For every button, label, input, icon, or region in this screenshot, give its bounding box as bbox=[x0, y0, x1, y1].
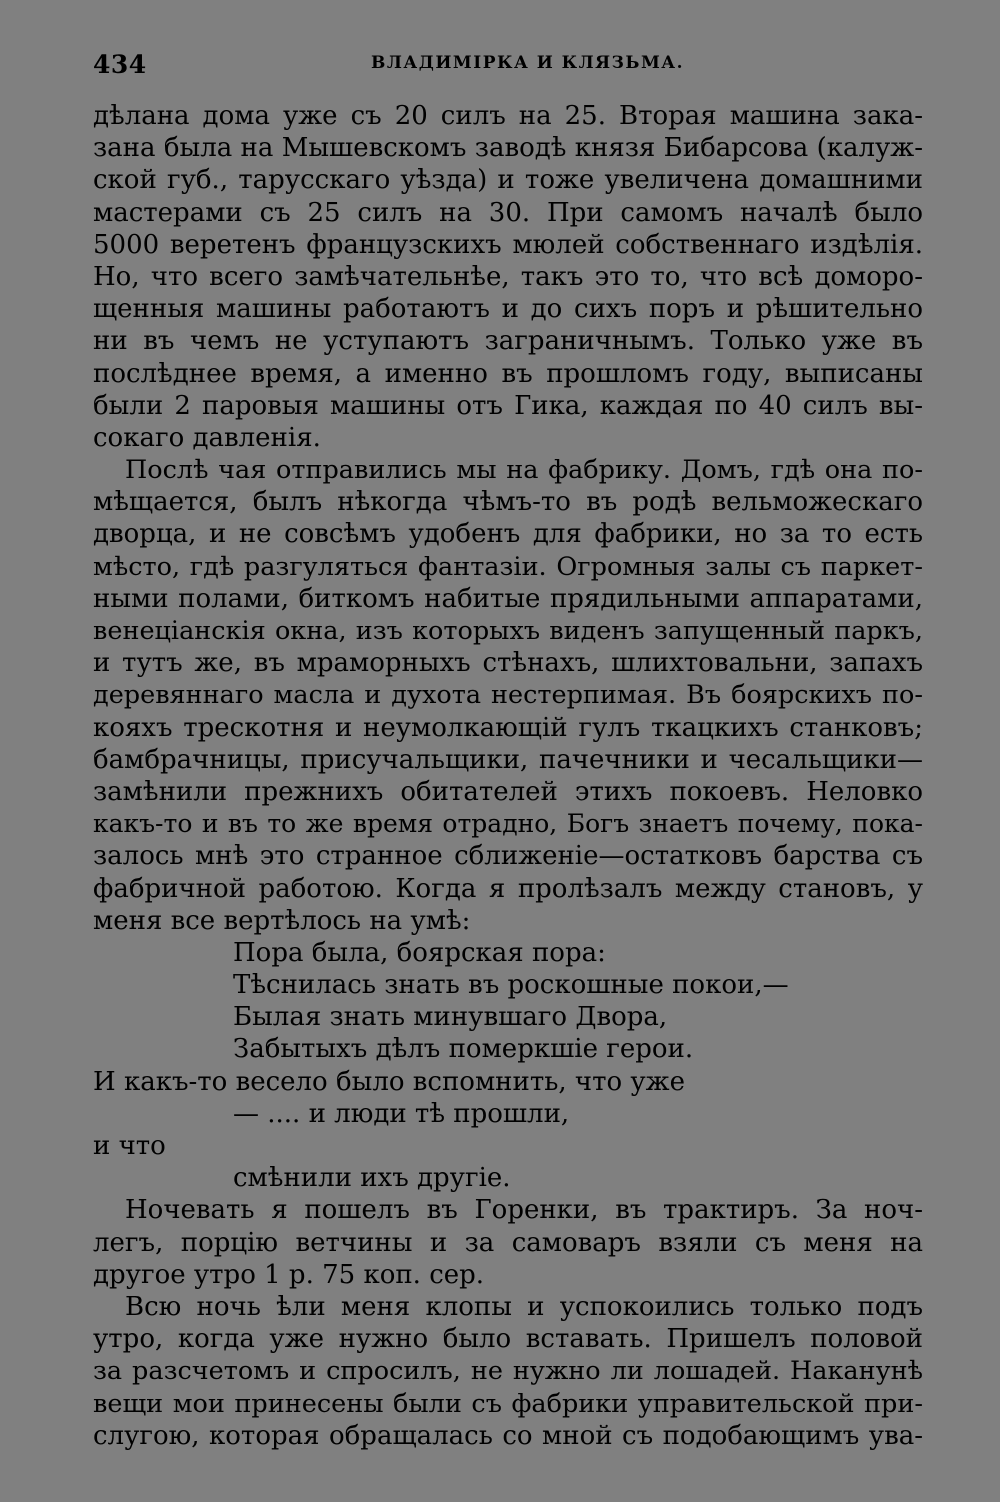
text-line: мастерами съ 25 силъ на 30. При самомъ началѣ было bbox=[93, 197, 923, 228]
text-line: легъ, порцію ветчины и за самоваръ взяли съ меня на bbox=[93, 1227, 923, 1258]
text-line: мѣщается, былъ нѣкогда чѣмъ-то въ родѣ вельможескаго bbox=[93, 487, 923, 518]
verse-line: — .... и люди тѣ прошли, bbox=[233, 1098, 570, 1129]
page-number: 434 bbox=[93, 50, 147, 79]
text-line: залось мнѣ это странное сближеніе—остатковъ барства съ bbox=[93, 841, 923, 872]
verse-line: Пора была, боярская пора: bbox=[233, 937, 606, 968]
running-title: ВЛАДИМІРКА И КЛЯЗЬМА. bbox=[371, 53, 685, 73]
verse-line: Забытыхъ дѣлъ померкшіе герои. bbox=[233, 1034, 694, 1065]
text-line: меня все вертѣлось на умѣ: bbox=[93, 905, 471, 936]
verse-line: Былая знать минувшаго Двора, bbox=[233, 1002, 668, 1033]
verse-line: смѣнили ихъ другіе. bbox=[233, 1163, 511, 1194]
text-line: другое утро 1 р. 75 коп. сер. bbox=[93, 1259, 485, 1290]
text-line: за разсчетомъ и спросилъ, не нужно ли лошадей. Наканунѣ bbox=[93, 1356, 923, 1387]
text-line: дѣлана дома уже съ 20 силъ на 25. Вторая машина зака- bbox=[93, 101, 923, 131]
text-line: послѣднее время, а именно въ прошломъ году, выписаны bbox=[93, 358, 923, 389]
running-head bbox=[93, 50, 923, 80]
text-line: мѣсто, гдѣ разгуляться фантазіи. Огромныя залы съ паркет- bbox=[93, 551, 923, 582]
text-line: какъ-то и въ то же время отрадно, Богъ знаетъ почему, пока- bbox=[93, 809, 923, 839]
text-line: фабричной работою. Когда я пролѣзалъ между становъ, у bbox=[93, 873, 923, 904]
text-line: замѣнили прежнихъ обитателей этихъ покоевъ. Неловко bbox=[93, 776, 923, 807]
text-line: Послѣ чая отправились мы на фабрику. Домъ, гдѣ она по- bbox=[125, 455, 923, 486]
text-line: утро, когда уже нужно было вставать. Пришелъ половой bbox=[93, 1324, 923, 1355]
text-line: были 2 паровыя машины отъ Гика, каждая по 40 силъ вы- bbox=[93, 390, 923, 421]
text-line: И какъ-то весело было вспомнить, что уже bbox=[93, 1066, 685, 1097]
text-line: Но, что всего замѣчательнѣе, такъ это то, что всѣ доморо- bbox=[93, 261, 923, 292]
text-line: и что bbox=[93, 1131, 166, 1161]
text-line: сокаго давленія. bbox=[93, 422, 321, 453]
text-line: ными полами, биткомъ набитые прядильными аппаратами, bbox=[93, 583, 923, 614]
text-line: слугою, которая обращалась со мной съ подобающимъ ува- bbox=[93, 1420, 923, 1451]
text-line: деревяннаго масла и духота нестерпимая. Въ боярскихъ по- bbox=[93, 680, 923, 711]
body-text bbox=[93, 100, 923, 1452]
text-line: ни въ чемъ не уступаютъ заграничнымъ. Только уже въ bbox=[93, 326, 923, 357]
text-line: ской губ., тарусскаго уѣзда) и тоже увеличена домашними bbox=[93, 165, 923, 196]
verse-line: Тѣснилась знать въ роскошные покои,— bbox=[233, 970, 789, 1001]
text-line: дворца, и не совсѣмъ удобенъ для фабрики, но за то есть bbox=[93, 519, 923, 550]
text-line: Всю ночь ѣли меня клопы и успокоились только подъ bbox=[125, 1291, 923, 1322]
text-line: Ночевать я пошелъ въ Горенки, въ трактиръ. За ноч- bbox=[125, 1195, 923, 1226]
text-line: бамбрачницы, присучальщики, пачечники и чесальщики— bbox=[93, 744, 923, 775]
text-line: 5000 веретенъ французскихъ мюлей собственнаго издѣлія. bbox=[93, 229, 923, 260]
text-line: вещи мои принесены были съ фабрики управительской при- bbox=[93, 1388, 923, 1419]
text-line: венеціанскія окна, изъ которыхъ виденъ запущенный паркъ, bbox=[93, 616, 923, 646]
text-line: щенныя машины работаютъ и до сихъ поръ и рѣшительно bbox=[93, 294, 923, 325]
text-line: и тутъ же, въ мраморныхъ стѣнахъ, шлихтовальни, запахъ bbox=[93, 648, 923, 679]
text-line: зана была на Мышевскомъ заводѣ князя Бибарсова (калуж- bbox=[93, 133, 923, 164]
text-line: кояхъ трескотня и неумолкающій гулъ ткацкихъ станковъ; bbox=[93, 712, 923, 743]
